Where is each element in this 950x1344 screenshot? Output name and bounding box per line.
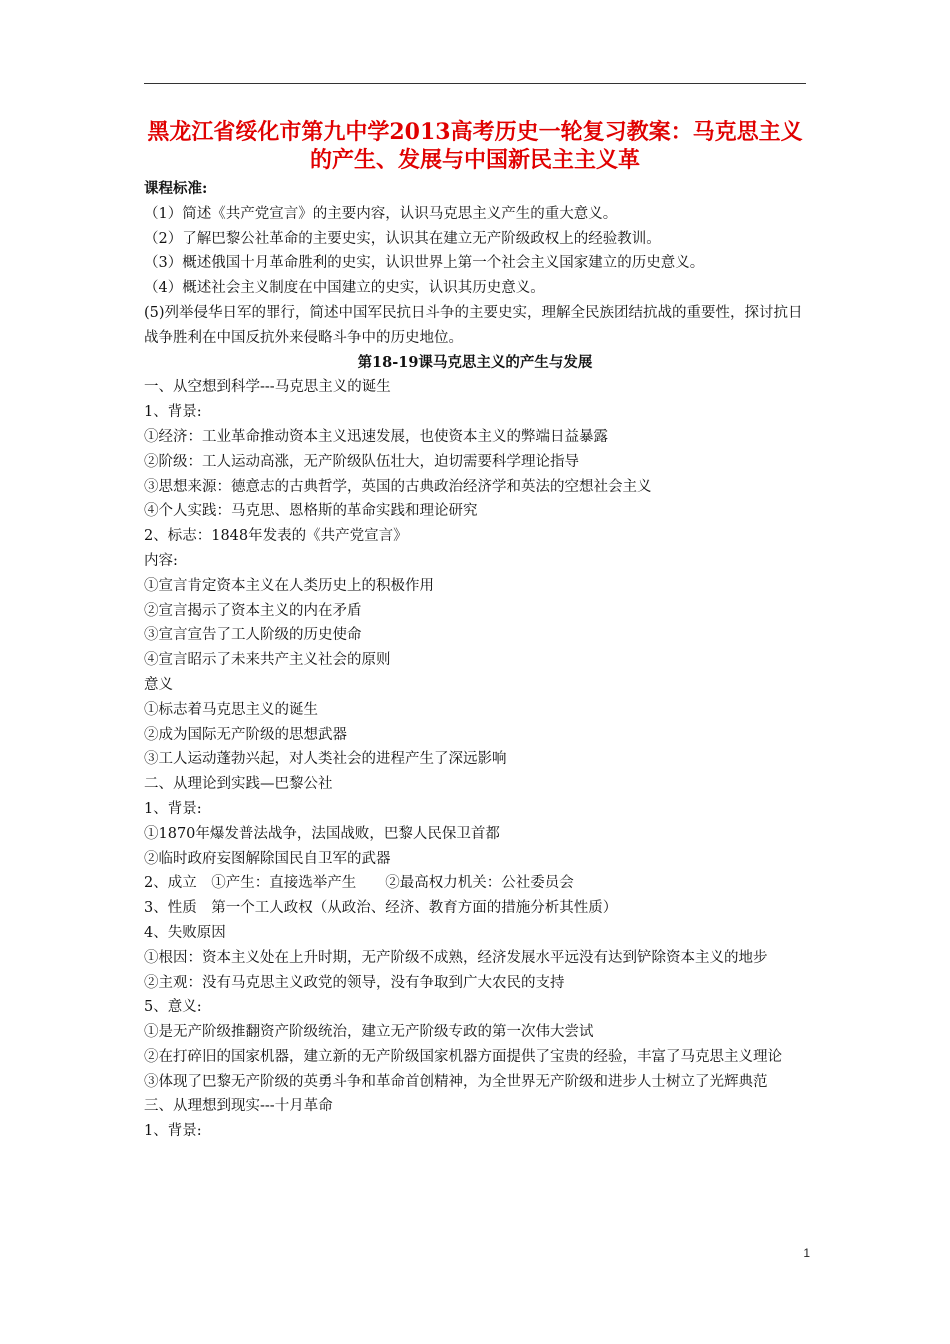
text-line: ②主观：没有马克思主义政党的领导，没有争取到广大农民的支持 bbox=[144, 974, 565, 991]
text-line: ④宣言昭示了未来共产主义社会的原则 bbox=[144, 652, 391, 669]
text-line: ③工人运动蓬勃兴起，对人类社会的进程产生了深远影响 bbox=[144, 751, 507, 768]
text-line: ①宣言肯定资本主义在人类历史上的积极作用 bbox=[144, 577, 434, 594]
text-line: ①经济：工业革命推动资本主义迅速发展，也使资本主义的弊端日益暴露 bbox=[144, 428, 608, 445]
text-line: 3、性质 第一个工人政权（从政治、经济、教育方面的措施分析其性质） bbox=[144, 900, 618, 917]
standard-item-5: (5)列举侵华日军的罪行，简述中国军民抗日斗争的主要史实，理解全民族团结抗战的重要性，探讨抗日战争胜利在中国反抗外来侵略斗争中的历史地位。 bbox=[144, 304, 803, 346]
text-line: ②阶级：工人运动高涨，无产阶级队伍壮大，迫切需要科学理论指导 bbox=[144, 453, 579, 470]
standard-item-2: （2）了解巴黎公社革命的主要史实，认识其在建立无产阶级政权上的经验教训。 bbox=[144, 230, 661, 247]
section-heading-course-standards: 课程标准: bbox=[144, 180, 208, 197]
subheading-significance: 5、意义: bbox=[144, 999, 202, 1016]
subheading-background: 1、背景: bbox=[144, 800, 202, 817]
text-line: ④个人实践：马克思、恩格斯的革命实践和理论研究 bbox=[144, 503, 478, 520]
text-line: ①1870年爆发普法战争，法国战败，巴黎人民保卫首都 bbox=[144, 825, 500, 842]
section-heading-3: 三、从理想到现实---十月革命 bbox=[144, 1098, 333, 1115]
section-heading-1: 一、从空想到科学---马克思主义的诞生 bbox=[144, 379, 391, 396]
standard-item-4: （4）概述社会主义制度在中国建立的史实，认识其历史意义。 bbox=[144, 280, 545, 297]
standard-item-3: （3）概述俄国十月革命胜利的史实，认识世界上第一个社会主义国家建立的历史意义。 bbox=[144, 255, 705, 272]
document-body bbox=[144, 177, 806, 1144]
subheading-content: 内容: bbox=[144, 552, 178, 569]
subheading-background: 1、背景: bbox=[144, 404, 202, 421]
subheading-symbol: 2、标志：1848年发表的《共产党宣言》 bbox=[144, 528, 408, 545]
lesson-heading: 第18-19课马克思主义的产生与发展 bbox=[357, 353, 593, 371]
text-line: ②成为国际无产阶级的思想武器 bbox=[144, 726, 347, 743]
subheading-significance: 意义 bbox=[144, 676, 173, 693]
text-line: ②临时政府妄图解除国民自卫军的武器 bbox=[144, 850, 391, 867]
subheading-failure-reasons: 4、失败原因 bbox=[144, 924, 226, 941]
text-line: ②在打碎旧的国家机器，建立新的无产阶级国家机器方面提供了宝贵的经验，丰富了马克思主义理论 bbox=[144, 1048, 782, 1065]
document-title: 黑龙江省绥化市第九中学2013高考历史一轮复习教案：马克思主义的产生、发展与中国新民主主义革 bbox=[147, 119, 803, 173]
text-line: 2、成立 ①产生：直接选举产生 ②最高权力机关：公社委员会 bbox=[144, 875, 574, 892]
page-number: 1 bbox=[803, 1246, 810, 1260]
section-heading-2: 二、从理论到实践—巴黎公社 bbox=[144, 776, 333, 793]
text-line: ②宣言揭示了资本主义的内在矛盾 bbox=[144, 602, 362, 619]
text-line: ③思想来源：德意志的古典哲学，英国的古典政治经济学和英法的空想社会主义 bbox=[144, 478, 652, 495]
text-line: ①标志着马克思主义的诞生 bbox=[144, 701, 318, 718]
text-line: ①是无产阶级推翻资产阶级统治，建立无产阶级专政的第一次伟大尝试 bbox=[144, 1024, 594, 1041]
text-line: ③体现了巴黎无产阶级的英勇斗争和革命首创精神，为全世界无产阶级和进步人士树立了光辉典范 bbox=[144, 1073, 768, 1090]
standard-item-1: （1）简述《共产党宣言》的主要内容，认识马克思主义产生的重大意义。 bbox=[144, 205, 618, 222]
subheading-background: 1、背景: bbox=[144, 1123, 202, 1140]
header-rule bbox=[144, 83, 806, 84]
text-line: ③宣言宣告了工人阶级的历史使命 bbox=[144, 627, 362, 644]
text-line: ①根因：资本主义处在上升时期，无产阶级不成熟，经济发展水平远没有达到铲除资本主义的地步 bbox=[144, 949, 768, 966]
